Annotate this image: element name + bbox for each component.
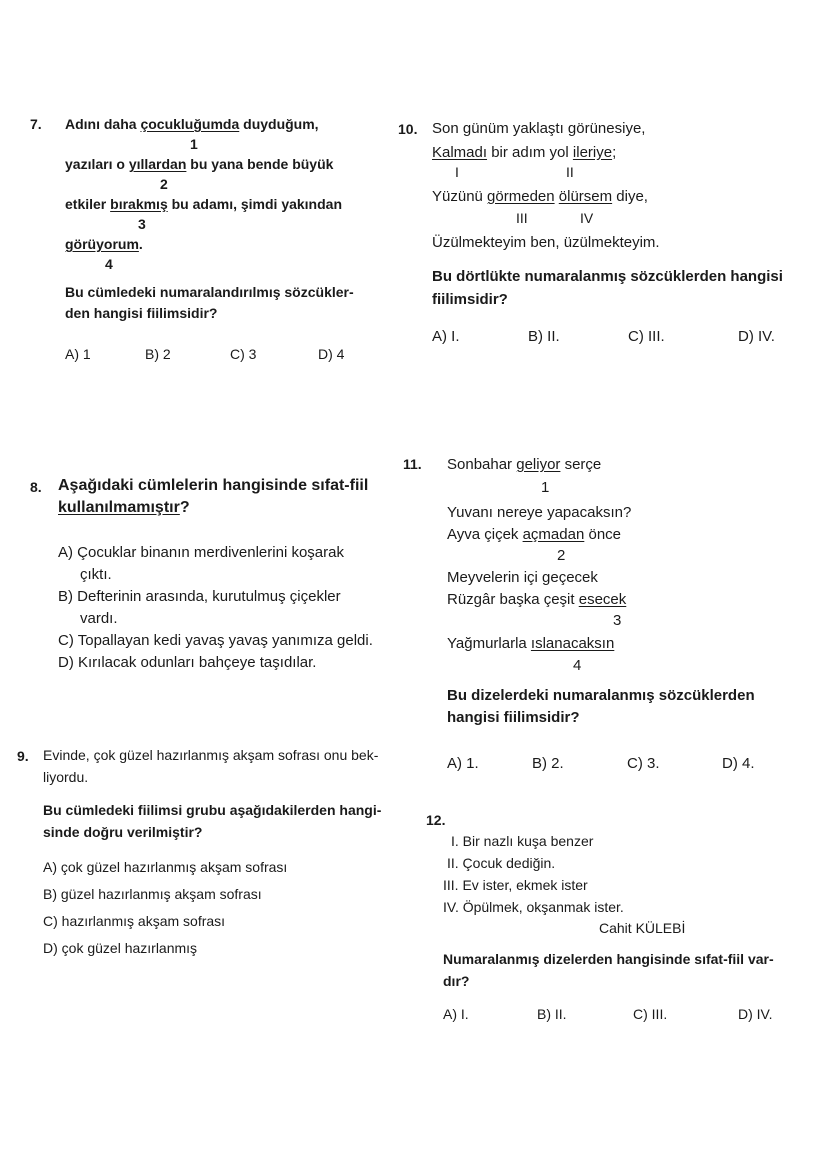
q12-question-l2: dır?	[443, 973, 470, 989]
option-b-cont[interactable]: vardı.	[80, 610, 118, 627]
label-4: 4	[573, 657, 582, 674]
q12-line-4: IV. Öpülmek, okşanmak ister.	[443, 899, 624, 915]
option-b[interactable]: B) güzel hazırlanmış akşam sofrası	[43, 886, 262, 902]
question-number: 11.	[403, 456, 422, 472]
q12-line-3: III. Ev ister, ekmek ister	[443, 877, 588, 893]
q9-text-l2: liyordu.	[43, 769, 89, 785]
option-c[interactable]: C) Topallayan kedi yavaş yavaş yanımıza geldi.	[58, 632, 373, 649]
q8-question-l1: Aşağıdaki cümlelerin hangisinde sıfat-fiil	[58, 477, 369, 494]
q11-line-5	[447, 591, 626, 608]
text: .	[138, 236, 143, 252]
option-a[interactable]: A) çok güzel hazırlanmış akşam sofrası	[43, 859, 288, 875]
question-number: 12.	[426, 812, 446, 828]
q12-question-l1: Numaralanmış dizelerden hangisinde sıfat-fiil var-	[443, 951, 774, 967]
label-2: II	[566, 164, 574, 180]
numbered-word-4: görüyorum	[65, 236, 139, 252]
numbered-word-1: çocukluğumda	[140, 116, 240, 132]
numbered-word-2: açmadan	[522, 526, 585, 543]
option-c[interactable]: C) hazırlanmış akşam sofrası	[43, 913, 226, 929]
option-a[interactable]: A) 1	[65, 346, 91, 362]
q10-line-1: Son günüm yaklaştı görünesiye,	[432, 120, 646, 137]
numbered-word-1: geliyor	[516, 456, 561, 473]
option-b[interactable]: B) Defterinin arasında, kurutulmuş çiçekler	[58, 588, 341, 605]
text: Yağmurlarla	[447, 635, 531, 652]
option-c[interactable]: C) 3.	[627, 755, 660, 772]
q11-line-6	[447, 635, 614, 652]
q7-line-3	[65, 196, 342, 212]
q11-line-1	[447, 456, 601, 473]
question-number: 7.	[30, 116, 42, 132]
q10-question-l1: Bu dörtlükte numaralanmış sözcüklerden hangisi	[432, 268, 783, 285]
option-d[interactable]: D) IV.	[738, 328, 775, 345]
emphasized-word: kullanılmamıştır	[58, 499, 180, 516]
text: etkiler	[65, 196, 111, 212]
label-3: III	[516, 210, 528, 226]
question-number: 10.	[398, 121, 418, 137]
numbered-word-4: ıslanacaksın	[530, 635, 615, 652]
q11-question-l1: Bu dizelerdeki numaralanmış sözcüklerden	[447, 687, 755, 704]
question-number: 8.	[30, 479, 42, 495]
q9-text-l1: Evinde, çok güzel hazırlanmış akşam sofrası onu bek-	[43, 747, 379, 763]
text: serçe	[560, 456, 602, 473]
text: ?	[179, 499, 190, 516]
label-2: 2	[160, 176, 168, 192]
numbered-word-3: bırakmış	[110, 196, 168, 212]
label-4: IV	[580, 210, 594, 226]
text: bu adamı, şimdi yakından	[167, 196, 343, 212]
option-b[interactable]: B) 2	[145, 346, 171, 362]
q12-line-2: II. Çocuk dediğin.	[447, 855, 556, 871]
option-d[interactable]: D) 4.	[722, 755, 755, 772]
q10-line-4: Üzülmekteyim ben, üzülmekteyim.	[432, 234, 660, 251]
text: bir adım yol	[487, 144, 573, 161]
numbered-word-2: ileriye	[572, 144, 613, 161]
numbered-word-4: ölürsem	[558, 188, 613, 205]
q10-line-2	[432, 144, 616, 161]
q12-line-1: I. Bir nazlı kuşa benzer	[451, 833, 594, 849]
option-a[interactable]: A) 1.	[447, 755, 479, 772]
q11-line-3	[447, 526, 621, 543]
option-d[interactable]: D) IV.	[738, 1006, 773, 1022]
text: diye,	[612, 188, 648, 205]
option-a[interactable]: A) I.	[432, 328, 460, 345]
text: yazıları o	[65, 156, 129, 172]
label-1: 1	[190, 136, 198, 152]
q9-question-l2: sinde doğru verilmiştir?	[43, 824, 203, 840]
numbered-word-3: görmeden	[487, 188, 555, 205]
numbered-word-1: Kalmadı	[432, 144, 488, 161]
numbered-word-3: esecek	[578, 591, 627, 608]
option-a[interactable]: A) Çocuklar binanın merdivenlerini koşarak	[58, 544, 344, 561]
text: önce	[584, 526, 622, 543]
text: ;	[612, 144, 617, 161]
text: Sonbahar	[447, 456, 517, 473]
label-2: 2	[557, 547, 566, 564]
label-1: 1	[541, 479, 550, 496]
q10-question-l2: fiilimsidir?	[432, 291, 508, 308]
q8-question-l2	[58, 499, 190, 517]
q7-line-1	[65, 116, 319, 132]
q7-line-2	[65, 156, 333, 172]
q7-line-4	[65, 236, 143, 252]
text: Yüzünü	[432, 188, 488, 205]
label-4: 4	[105, 256, 113, 272]
label-1: I	[455, 164, 459, 180]
option-c[interactable]: C) III.	[628, 328, 665, 345]
q9-question-l1: Bu cümledeki fiilimsi grubu aşağıdakilerden hangi-	[43, 802, 382, 818]
option-d[interactable]: D) Kırılacak odunları bahçeye taşıdılar.	[58, 654, 317, 671]
option-b[interactable]: B) II.	[528, 328, 560, 345]
option-a[interactable]: A) I.	[443, 1006, 469, 1022]
q7-question-l2: den hangisi fiilimsidir?	[65, 305, 218, 321]
text: Rüzgâr başka çeşit	[447, 591, 579, 608]
option-a-cont[interactable]: çıktı.	[80, 566, 112, 583]
q7-question-l1: Bu cümledeki numaralandırılmış sözcükler-	[65, 284, 354, 300]
question-number: 9.	[17, 748, 29, 764]
text: duyduğum,	[239, 116, 319, 132]
option-d[interactable]: D) 4	[318, 346, 345, 362]
q11-line-4: Meyvelerin içi geçecek	[447, 569, 598, 586]
text: bu yana bende büyük	[186, 156, 334, 172]
option-b[interactable]: B) 2.	[532, 755, 564, 772]
q11-question-l2: hangisi fiilimsidir?	[447, 709, 580, 726]
option-c[interactable]: C) 3	[230, 346, 257, 362]
q11-line-2: Yuvanı nereye yapacaksın?	[447, 504, 632, 521]
option-c[interactable]: C) III.	[633, 1006, 668, 1022]
label-3: 3	[138, 216, 146, 232]
q12-author: Cahit KÜLEBİ	[599, 920, 686, 936]
q10-line-3	[432, 188, 648, 205]
option-d[interactable]: D) çok güzel hazırlanmış	[43, 940, 198, 956]
text: Adını daha	[65, 116, 141, 132]
text: Ayva çiçek	[447, 526, 523, 543]
label-3: 3	[613, 612, 622, 629]
option-b[interactable]: B) II.	[537, 1006, 567, 1022]
numbered-word-2: yıllardan	[128, 156, 187, 172]
